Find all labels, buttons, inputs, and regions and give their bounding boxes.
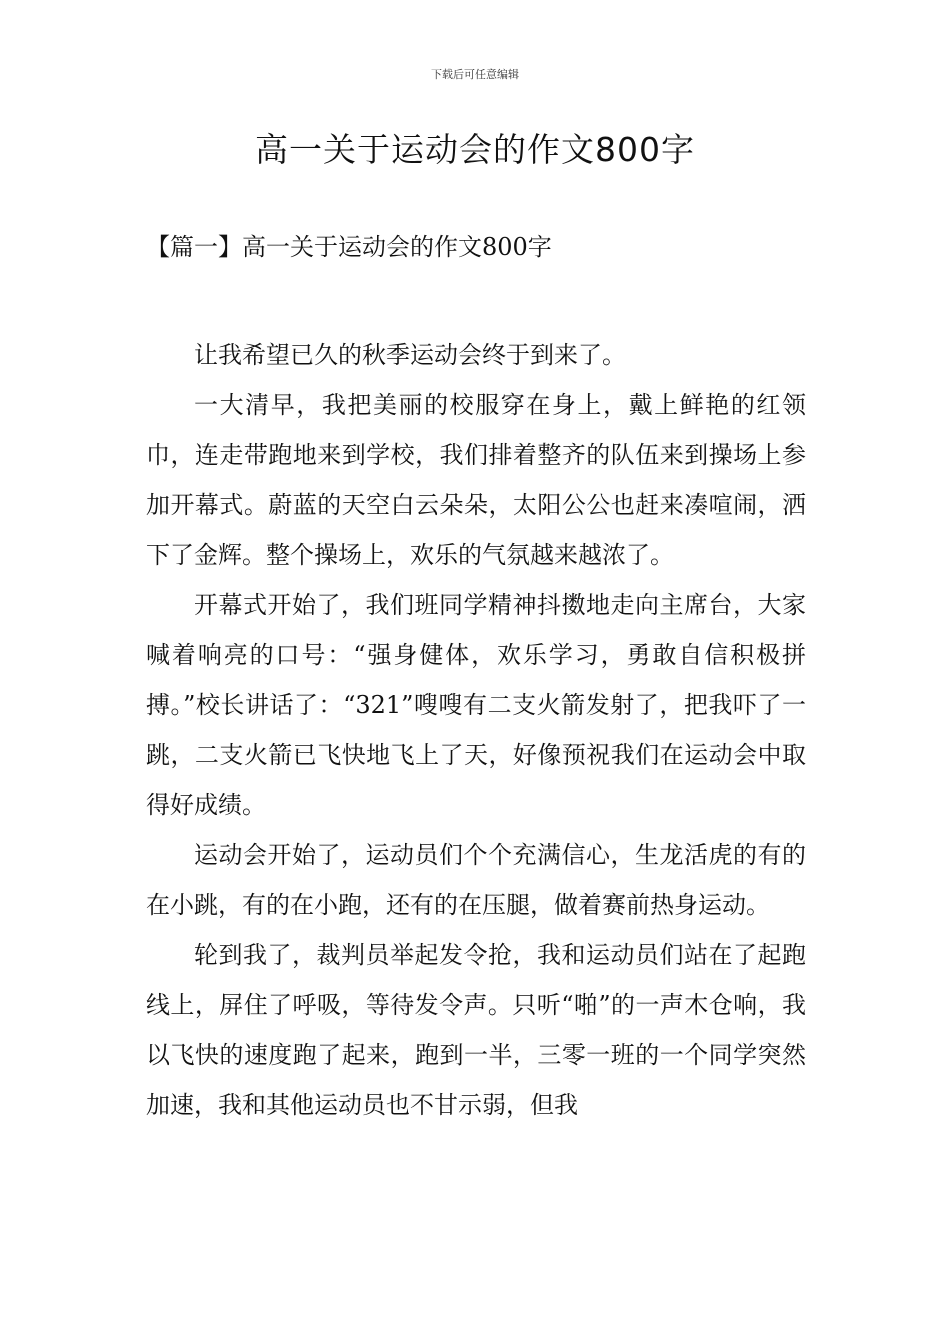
paragraph: 开幕式开始了，我们班同学精神抖擞地走向主席台，大家喊着响亮的口号：“强身健体，欢乐学习，勇敢自信积极拼搏。”校长讲话了：“321”嗖嗖有二支火箭发射了，把我吓了一跳，二支火箭已飞快地飞上了天，好像预祝我们在运动会中取得好成绩。	[146, 591, 806, 819]
paragraph: 轮到我了，裁判员举起发令抢，我和运动员们站在了起跑线上，屏住了呼吸，等待发令声。只听“啪”的一声木仓响，我以飞快的速度跑了起来，跑到一半，三零一班的一个同学突然加速，我和其他运动员也不甘示弱，但我	[146, 941, 806, 1119]
essay-body	[146, 330, 806, 1130]
document-title: 高一关于运动会的作文800字	[255, 130, 695, 169]
paragraph: 一大清早，我把美丽的校服穿在身上，戴上鲜艳的红领巾，连走带跑地来到学校，我们排着整齐的队伍来到操场上参加开幕式。蔚蓝的天空白云朵朵，太阳公公也赶来凑喧闹，洒下了金辉。整个操场上，欢乐的气氛越来越浓了。	[146, 391, 806, 569]
paragraph: 运动会开始了，运动员们个个充满信心，生龙活虎的有的在小跳，有的在小跑，还有的在压腿，做着赛前热身运动。	[146, 841, 806, 919]
paragraph: 让我希望已久的秋季运动会终于到来了。	[194, 341, 626, 369]
section-heading: 【篇一】高一关于运动会的作文800字	[146, 233, 552, 261]
header-note: 下载后可任意编辑	[431, 68, 519, 81]
